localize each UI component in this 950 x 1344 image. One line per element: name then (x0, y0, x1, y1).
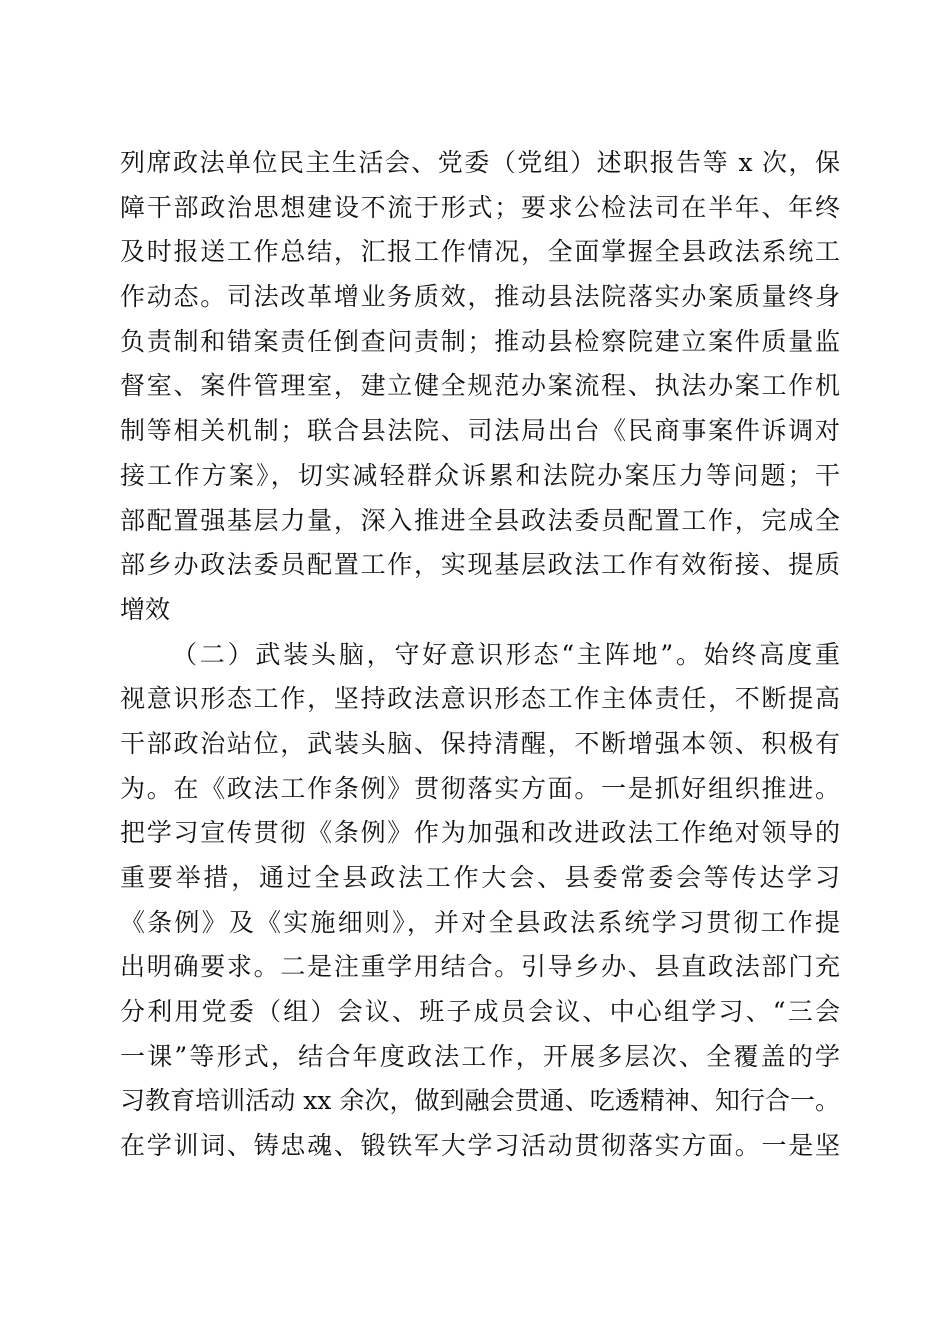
text-line: 接工作方案》，切实减轻群众诉累和法院办案压力等问题；干 (120, 460, 840, 490)
text-line: 负责制和错案责任倒查问责制；推动县检察院建立案件质量监 (120, 326, 840, 356)
text-line: 分利用党委（组）会议、班子成员会议、中心组学习、“三会 (120, 997, 840, 1027)
text-line: 为。在《政法工作条例》贯彻落实方面。一是抓好组织推进。 (120, 773, 840, 803)
text-line: 增效 (120, 594, 171, 624)
section-heading-line: （二）武装头脑，守好意识形态“主阵地”。始终高度重 (172, 639, 840, 669)
text-line: 一课”等形式，结合年度政法工作，开展多层次、全覆盖的学 (120, 1041, 840, 1071)
text-line: 视意识形态工作，坚持政法意识形态工作主体责任，不断提高 (120, 684, 840, 714)
text-line: 作动态。司法改革增业务质效，推动县法院落实办案质量终身 (120, 282, 840, 312)
text-line: 制等相关机制；联合县法院、司法局出台《民商事案件诉调对 (120, 416, 840, 446)
text-line: 干部政治站位，武装头脑、保持清醒，不断增强本领、积极有 (120, 728, 840, 758)
text-line: 出明确要求。二是注重学用结合。引导乡办、县直政法部门充 (120, 952, 840, 982)
text-line: 部配置强基层力量，深入推进全县政法委员配置工作，完成全 (120, 505, 840, 535)
text-line: 部乡办政法委员配置工作，实现基层政法工作有效衔接、提质 (120, 550, 840, 580)
text-line: 障干部政治思想建设不流于形式；要求公检法司在半年、年终 (120, 192, 840, 222)
text-line: 《条例》及《实施细则》，并对全县政法系统学习贯彻工作提 (120, 907, 840, 937)
text-line: 及时报送工作总结，汇报工作情况，全面掌握全县政法系统工 (120, 237, 840, 267)
text-line: 在学训词、铸忠魂、锻铁军大学习活动贯彻落实方面。一是坚 (120, 1131, 840, 1161)
text-line: 列席政法单位民主生活会、党委（党组）述职报告等 x 次，保 (120, 148, 840, 177)
text-line: 重要举措，通过全县政法工作大会、县委常委会等传达学习 (120, 863, 840, 892)
body-text (120, 141, 840, 1169)
text-line: 把学习宣传贯彻《条例》作为加强和改进政法工作绝对领导的 (120, 818, 840, 848)
text-line: 督室、案件管理室，建立健全规范办案流程、执法办案工作机 (120, 371, 840, 401)
text-line: 习教育培训活动 xx 余次，做到融会贯通、吃透精神、知行合一。 (120, 1086, 840, 1116)
